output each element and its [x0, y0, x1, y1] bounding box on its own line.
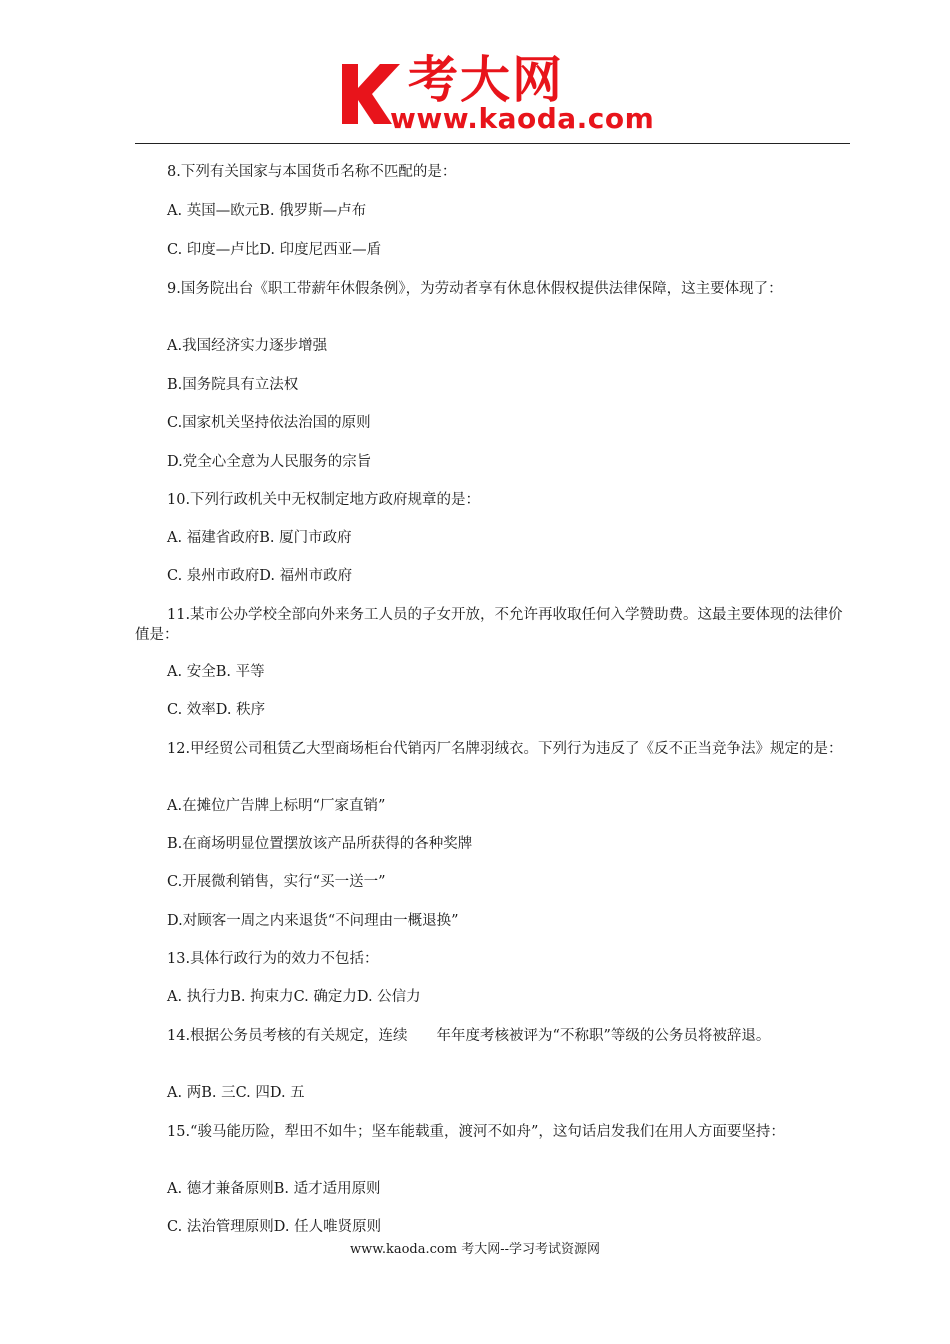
option-line: C.国家机关坚持依法治国的原则 [167, 415, 371, 431]
option-line: C. 法治管理原则D. 任人唯贤原则 [167, 1219, 382, 1235]
option-line: B.国务院具有立法权 [167, 377, 299, 393]
kaoda-logo [338, 51, 658, 138]
option-line: A.在摊位广告牌上标明“厂家直销” [167, 798, 386, 814]
option-line: B.在商场明显位置摆放该产品所获得的各种奖牌 [167, 836, 473, 852]
option-line: A. 福建省政府B. 厦门市政府 [167, 530, 352, 546]
question-text: 15.“骏马能历险，犁田不如牛；坚车能载重，渡河不如舟”，这句话启发我们在用人方面要坚持： [167, 1124, 785, 1140]
option-line: C.开展微利销售，实行“买一送一” [167, 874, 386, 890]
option-line: A.我国经济实力逐步增强 [167, 338, 328, 354]
option-line: A. 英国—欧元B. 俄罗斯—卢布 [167, 203, 367, 219]
question-text: 12.甲经贸公司租赁乙大型商场柜台代销丙厂名牌羽绒衣。下列行为违反了《反不正当竞争法》规定的是： [167, 741, 843, 757]
question-text: 11.某市公办学校全部向外来务工人员的子女开放，不允许再收取任何入学赞助费。这最主要体现的法律价值是： [135, 607, 843, 643]
option-line: C. 印度—卢比D. 印度尼西亚—盾 [167, 242, 382, 258]
option-line: 8.下列有关国家与本国货币名称不匹配的是： [167, 164, 457, 180]
header-divider [135, 143, 850, 144]
option-line: A. 执行力B. 拘束力C. 确定力D. 公信力 [167, 989, 421, 1005]
page-footer: www.kaoda.com 考大网--学习考试资源网 [350, 1242, 600, 1257]
brand-name: 考大网 [408, 51, 564, 109]
brand-url: www.kaoda.com [390, 102, 655, 135]
question-text: 14.根据公务员考核的有关规定，连续 年年度考核被评为“不称职”等级的公务员将被辞退。 [167, 1028, 771, 1044]
question-text: 9.国务院出台《职工带薪年休假条例》，为劳动者享有休息休假权提供法律保障，这主要体现了： [167, 281, 783, 297]
option-line: 10.下列行政机关中无权制定地方政府规章的是： [167, 492, 481, 508]
option-line: A. 两B. 三C. 四D. 五 [167, 1085, 305, 1101]
option-line: A. 安全B. 平等 [167, 664, 265, 680]
option-line: C. 泉州市政府D. 福州市政府 [167, 568, 353, 584]
option-line: D.党全心全意为人民服务的宗旨 [167, 454, 372, 470]
option-line: D.对顾客一周之内来退货“不问理由一概退换” [167, 913, 459, 929]
option-line: C. 效率D. 秩序 [167, 702, 266, 718]
option-line: 13.具体行政行为的效力不包括： [167, 951, 379, 967]
option-line: A. 德才兼备原则B. 适才适用原则 [167, 1181, 381, 1197]
